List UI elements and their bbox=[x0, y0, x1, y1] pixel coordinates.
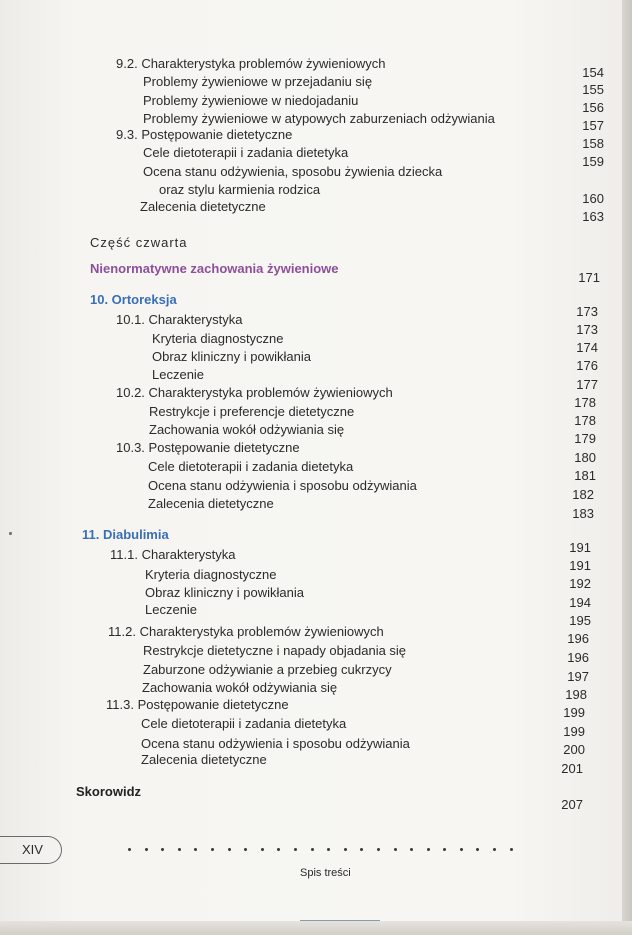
toc-page: 207 bbox=[561, 797, 583, 812]
toc-page: 159 bbox=[582, 154, 604, 169]
toc-subentry: Problemy żywieniowe w atypowych zaburzeniach odżywiania bbox=[143, 111, 495, 126]
toc-title: Charakterystyka bbox=[141, 547, 236, 562]
toc-page: 196 bbox=[567, 631, 589, 646]
toc-subentry: Kryteria diagnostyczne bbox=[145, 567, 277, 582]
toc-entry-11-2 bbox=[108, 624, 384, 640]
toc-number: 9.2. bbox=[116, 56, 138, 71]
toc-entry-11-3 bbox=[106, 697, 289, 713]
toc-page: 171 bbox=[578, 270, 600, 285]
toc-page: 180 bbox=[574, 450, 596, 465]
page-bottom-edge bbox=[0, 921, 632, 935]
running-title: Spis treści bbox=[300, 867, 351, 879]
toc-number: 11.1. bbox=[110, 547, 138, 562]
page-number: XIV bbox=[22, 842, 43, 857]
scan-speck bbox=[9, 532, 12, 535]
toc-subentry: Zachowania wokół odżywiania się bbox=[142, 680, 338, 695]
toc-title: Charakterystyka problemów żywieniowych bbox=[139, 624, 384, 639]
toc-subentry: Cele dietoterapii i zadania dietetyka bbox=[143, 145, 349, 160]
toc-entry-10-2 bbox=[116, 385, 393, 401]
toc-page: 191 bbox=[569, 540, 591, 555]
toc-page: 181 bbox=[574, 468, 596, 483]
toc-title: Postępowanie dietetyczne bbox=[137, 697, 289, 712]
toc-subentry: Problemy żywieniowe w niedojadaniu bbox=[143, 93, 359, 108]
toc-page: 195 bbox=[569, 613, 591, 628]
toc-subentry: Obraz kliniczny i powikłania bbox=[145, 585, 304, 600]
toc-subentry: Cele dietoterapii i zadania dietetyka bbox=[141, 716, 347, 731]
toc-entry-10-3 bbox=[116, 440, 300, 456]
toc-page: 178 bbox=[574, 413, 596, 428]
toc-page: 176 bbox=[576, 358, 598, 373]
toc-page: 179 bbox=[574, 431, 596, 446]
toc-page: 196 bbox=[567, 650, 589, 665]
toc-subentry: Leczenie bbox=[152, 367, 205, 382]
toc-entry-9-2 bbox=[116, 56, 386, 72]
toc-subentry: Leczenie bbox=[145, 602, 198, 617]
toc-subentry: Problemy żywieniowe w przejadaniu się bbox=[143, 74, 373, 89]
toc-subentry: Restrykcje dietetyczne i napady objadania się bbox=[143, 643, 407, 658]
toc-title: Charakterystyka problemów żywieniowych bbox=[148, 385, 393, 400]
toc-number: 11.3. bbox=[106, 697, 134, 712]
toc-page: 155 bbox=[582, 82, 604, 97]
toc-number: 10.3. bbox=[116, 440, 145, 455]
toc-page: 201 bbox=[561, 761, 583, 776]
toc-page: 173 bbox=[576, 304, 598, 319]
toc-subentry-continuation: oraz stylu karmienia rodzica bbox=[159, 182, 321, 197]
toc-number: 9.3. bbox=[116, 127, 138, 142]
toc-page: 198 bbox=[565, 687, 587, 702]
toc-page: 177 bbox=[576, 377, 598, 392]
toc-page: 157 bbox=[582, 118, 604, 133]
toc-subentry: Zaburzone odżywianie a przebieg cukrzycy bbox=[143, 662, 392, 677]
toc-entry-9-3 bbox=[116, 127, 292, 143]
toc-subentry: Kryteria diagnostyczne bbox=[152, 331, 284, 346]
toc-title: Charakterystyka problemów żywieniowych bbox=[141, 56, 386, 71]
toc-page: 200 bbox=[563, 742, 585, 757]
toc-subentry: Zachowania wokół odżywiania się bbox=[149, 422, 345, 437]
toc-title: Postępowanie dietetyczne bbox=[148, 440, 300, 455]
toc-page: 156 bbox=[582, 100, 604, 115]
toc-title: Postępowanie dietetyczne bbox=[141, 127, 293, 142]
toc-number: 10.1. bbox=[116, 312, 145, 327]
chapter-title: 11. Diabulimia bbox=[82, 527, 169, 542]
dotted-rule bbox=[128, 848, 526, 851]
toc-page: 191 bbox=[569, 558, 591, 573]
toc-page: 154 bbox=[582, 65, 604, 80]
toc-page: 160 bbox=[582, 191, 604, 206]
toc-entry-10-1 bbox=[116, 312, 242, 328]
toc-page: 178 bbox=[574, 395, 596, 410]
toc-page: 192 bbox=[569, 576, 591, 591]
toc-subentry: Ocena stanu odżywienia i sposobu odżywiania bbox=[141, 736, 410, 751]
toc-subentry: Zalecenia dietetyczne bbox=[140, 199, 266, 214]
part-label: Część czwarta bbox=[90, 235, 188, 250]
toc-subentry: Ocena stanu odżywienia i sposobu odżywiania bbox=[148, 478, 417, 493]
toc-page: 183 bbox=[572, 506, 594, 521]
chapter-title: 10. Ortoreksja bbox=[90, 292, 177, 307]
part-title: Nienormatywne zachowania żywieniowe bbox=[90, 261, 339, 276]
toc-page: 197 bbox=[567, 669, 589, 684]
toc-entry-11-1 bbox=[110, 547, 236, 563]
toc-subentry: Ocena stanu odżywienia, sposobu żywienia dziecka bbox=[143, 164, 443, 179]
toc-subentry: Zalecenia dietetyczne bbox=[141, 752, 267, 767]
toc-page: 182 bbox=[572, 487, 594, 502]
toc-subentry: Cele dietoterapii i zadania dietetyka bbox=[148, 459, 354, 474]
toc-page: 194 bbox=[569, 595, 591, 610]
toc-page: 158 bbox=[582, 136, 604, 151]
page-edge bbox=[622, 0, 632, 935]
toc-subentry: Zalecenia dietetyczne bbox=[148, 496, 274, 511]
toc-number: 11.2. bbox=[108, 624, 136, 639]
toc-title: Charakterystyka bbox=[148, 312, 243, 327]
toc-page: 199 bbox=[563, 724, 585, 739]
toc-page: 174 bbox=[576, 340, 598, 355]
toc-number: 10.2. bbox=[116, 385, 145, 400]
index-title: Skorowidz bbox=[76, 784, 142, 799]
toc-subentry: Obraz kliniczny i powikłania bbox=[152, 349, 311, 364]
toc-page: 173 bbox=[576, 322, 598, 337]
toc-subentry: Restrykcje i preferencje dietetyczne bbox=[149, 404, 355, 419]
toc-page: 199 bbox=[563, 705, 585, 720]
toc-page: 163 bbox=[582, 209, 604, 224]
